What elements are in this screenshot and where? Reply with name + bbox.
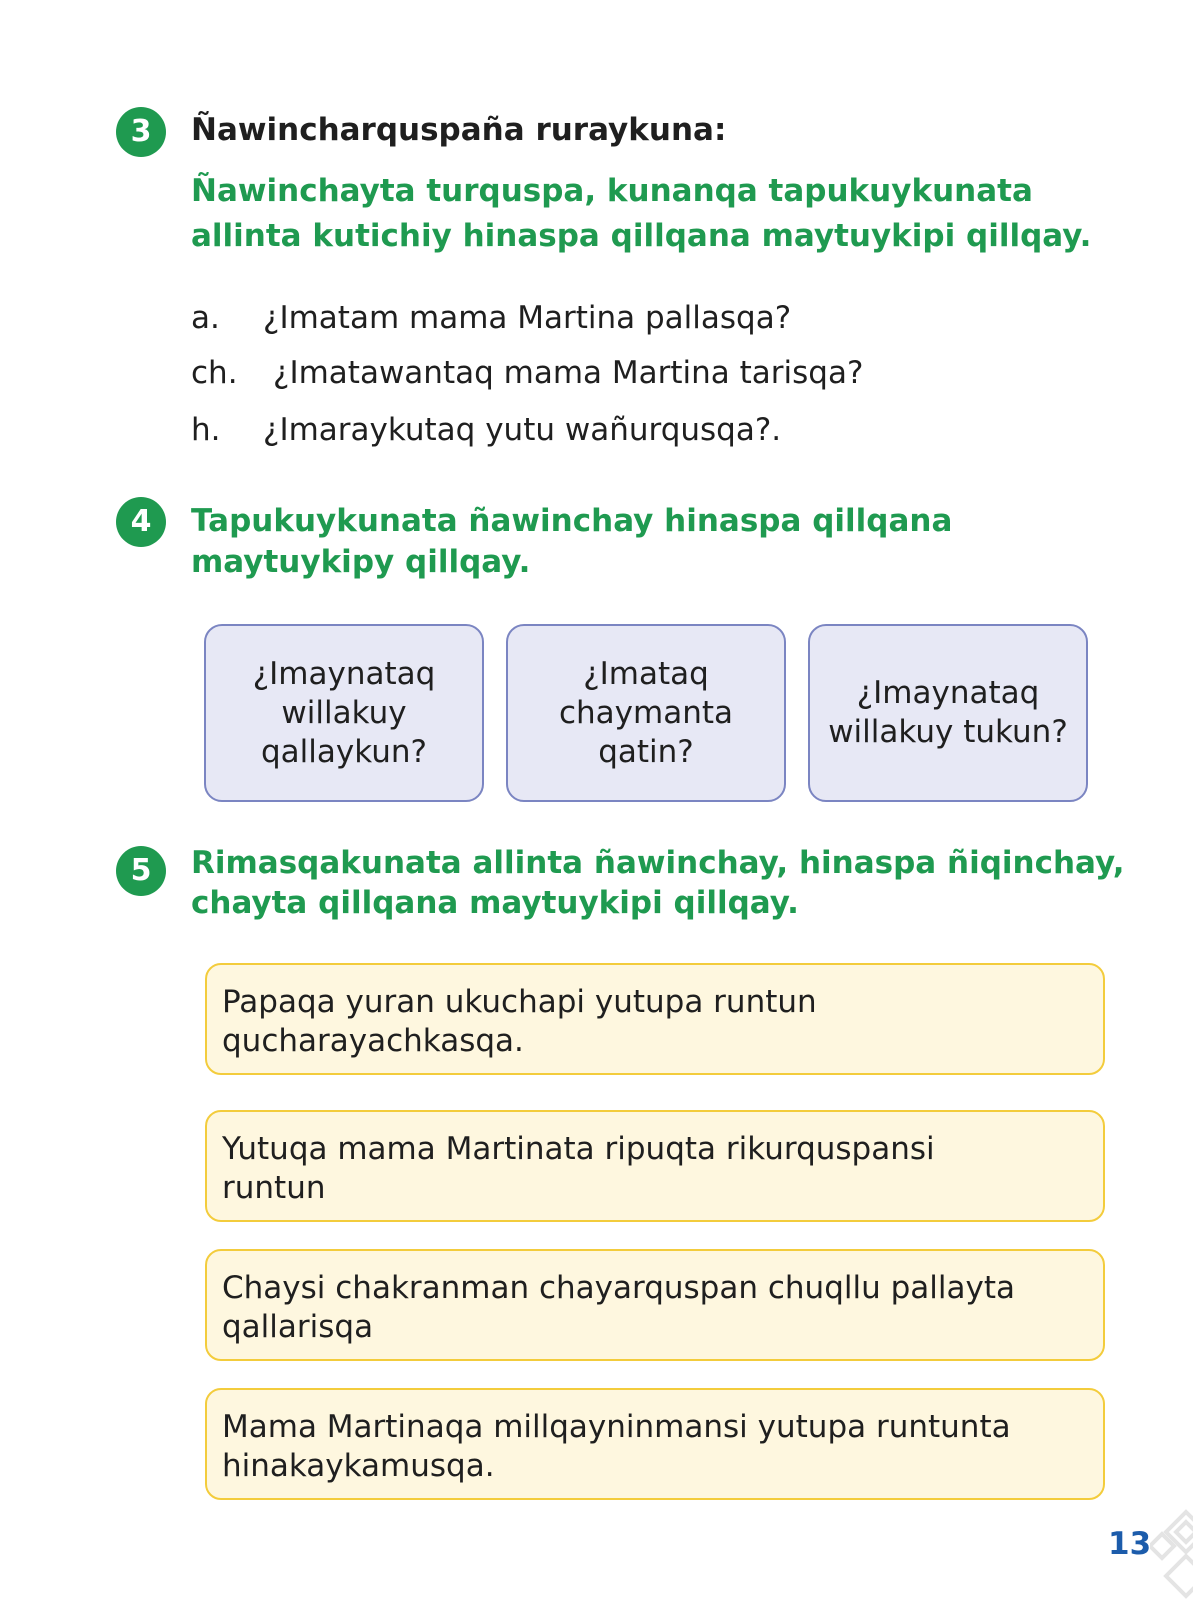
section-5-title-line-2: chayta qillqana maytuykipi qillqay.: [191, 885, 799, 921]
section-5-title-line-1: Rimasqakunata allinta ñawinchay, hinaspa ñiqinchay,: [191, 845, 1125, 881]
statement-3-line-1: Chaysi chakranman chayarquspan chuqllu pallayta: [222, 1270, 1015, 1306]
question-box-ending: [808, 624, 1088, 802]
question-box-ending-line-2: willakuy tukun?: [828, 714, 1068, 750]
page-number: 13: [1108, 1526, 1152, 1562]
section-3-title: Ñawincharquspaña ruraykuna:: [191, 112, 727, 148]
section-3-instruction-line-1: Ñawinchayta turquspa, kunanqa tapukuykunata: [191, 173, 1033, 209]
statement-box-4: [205, 1388, 1105, 1500]
question-box-beginning-line-1: ¿Imaynataq: [252, 655, 436, 692]
question-box-beginning-line-3: qallaykun?: [260, 733, 427, 770]
statement-box-2: [205, 1110, 1105, 1222]
statement-1-line-2: qucharayachkasqa.: [222, 1023, 524, 1059]
section-4-title-line-1: Tapukuykunata ñawinchay hinaspa qillqana: [191, 503, 953, 539]
question-box-middle-line-2: chaymanta: [558, 694, 734, 731]
statement-2-line-1: Yutuqa mama Martinata ripuqta rikurquspansi: [222, 1131, 935, 1167]
statement-box-3: [205, 1249, 1105, 1361]
diamond-pattern-icon: [1150, 1508, 1193, 1600]
question-box-ending-line-1: ¿Imaynataq: [856, 675, 1040, 711]
statement-2-line-2: runtun: [222, 1170, 326, 1206]
section-4-title-line-2: maytuykipy qillqay.: [191, 544, 531, 580]
question-box-beginning-line-2: willakuy: [281, 694, 407, 731]
question-h-text: ¿Imaraykutaq yutu wañurqusqa?.: [263, 412, 782, 448]
statement-box-1: [205, 963, 1105, 1075]
question-ch-letter: ch.: [191, 355, 238, 391]
question-box-beginning: [204, 624, 484, 802]
section-5-number-badge: 5: [116, 846, 166, 896]
statement-1-line-1: Papaqa yuran ukuchapi yutupa runtun: [222, 984, 817, 1020]
section-3-instruction-line-2: allinta kutichiy hinaspa qillqana maytuykipi qillqay.: [191, 218, 1092, 254]
question-ch-text: ¿Imatawantaq mama Martina tarisqa?: [273, 355, 864, 391]
section-4-number-badge: 4: [116, 497, 166, 547]
statement-4-line-1: Mama Martinaqa millqayninmansi yutupa runtunta: [222, 1409, 1011, 1445]
question-box-middle: [506, 624, 786, 802]
section-3-number-badge: 3: [116, 107, 166, 157]
question-a-letter: a.: [191, 300, 220, 336]
question-h-letter: h.: [191, 412, 221, 448]
question-box-middle-line-3: qatin?: [598, 733, 694, 770]
statement-3-line-2: qallarisqa: [222, 1309, 374, 1345]
question-a-text: ¿Imatam mama Martina pallasqa?: [263, 300, 792, 336]
statement-4-line-2: hinakaykamusqa.: [222, 1448, 495, 1484]
question-box-middle-line-1: ¿Imataq: [583, 655, 709, 692]
